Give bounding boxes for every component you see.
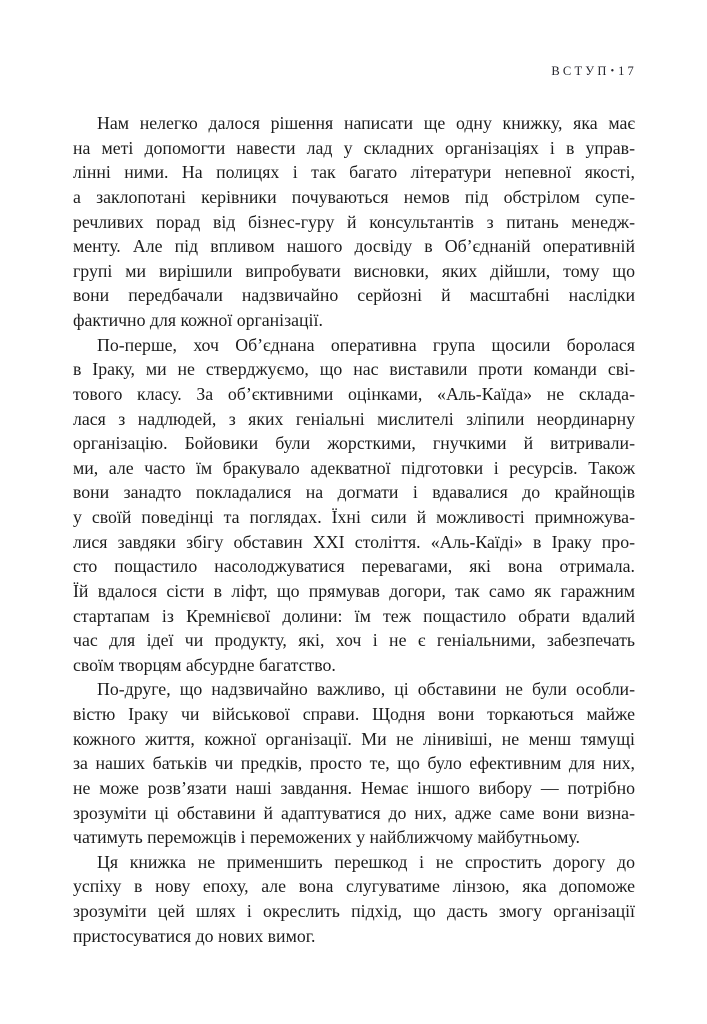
text-line: Ця книжка не применшить перешкод і не спростить дорогу до xyxy=(97,851,635,872)
text-line: По-перше, хоч Об’єднана оперативна група щосили боролася xyxy=(97,334,635,355)
text-line: вони занадто покладалися на догмати і вдавалися до крайнощів xyxy=(73,482,635,503)
text-line: організацію. Бойовики були жорсткими, гнучкими й витривали- xyxy=(73,433,635,454)
text-line: чатимуть переможців і переможених у найближчому майбутньому. xyxy=(73,827,580,848)
text-line: не може розв’язати наші завдання. Немає іншого вибору — потрібно xyxy=(73,777,635,798)
header-separator: • xyxy=(610,66,615,77)
text-line: Нам нелегко далося рішення написати ще одну книжку, яка має xyxy=(97,113,635,133)
text-line: тового класу. За об’єктивними оцінками, «Аль-Каїда» не склада- xyxy=(73,383,635,404)
text-line: речливих порад від бізнес-гуру й консультантів з питань менедж- xyxy=(73,211,635,232)
text-line: вони передбачали надзвичайно серйозні й масштабні наслідки xyxy=(73,285,635,306)
text-line: пристосуватися до нових вимог. xyxy=(73,925,316,946)
text-line: зрозуміти ці обставини й адаптуватися до них, адже саме вони визна- xyxy=(73,802,635,823)
text-line: По-друге, що надзвичайно важливо, ці обставини не були особли- xyxy=(97,679,635,700)
text-line: стартапам із Кремнієвої долини: їм теж пощастило обрати вдалий xyxy=(73,605,635,626)
text-line: час для ідеї чи продукту, які, хоч і не є геніальними, забезпечать xyxy=(73,630,635,651)
text-line: на меті допомогти навести лад у складних організаціях і в управ- xyxy=(73,137,635,158)
text-line: успіху в нову епоху, але вона слугуватиме лінзою, яка допоможе xyxy=(73,876,635,897)
text-line: фактично для кожної організації. xyxy=(73,310,323,330)
text-block xyxy=(73,111,635,948)
text-line: Їй вдалося сісти в ліфт, що прямував догори, так само як гаражним xyxy=(73,580,635,601)
paragraph xyxy=(73,333,635,678)
text-line: у своїй поведінці та поглядах. Їхні сили й можливості примножува- xyxy=(73,507,635,527)
text-line: а заклопотані керівники почуваються немов під обстрілом супе- xyxy=(73,186,635,207)
section-title: ВСТУП xyxy=(551,64,610,78)
page-number: 17 xyxy=(618,64,637,78)
paragraph xyxy=(73,111,635,333)
paragraph xyxy=(73,850,635,949)
text-line: в Іраку, ми не стверджуємо, що нас виставили проти команди сві- xyxy=(73,359,635,380)
text-line: своїм творцям абсурдне багатство. xyxy=(73,654,336,675)
text-line: менту. Але під впливом нашого досвіду в Об’єднаній оперативній xyxy=(73,236,635,257)
text-line: групі ми вирішили випробувати висновки, яких дійшли, тому що xyxy=(73,260,635,281)
running-head xyxy=(551,64,637,79)
paragraph xyxy=(73,677,635,849)
text-line: зрозуміти цей шлях і окреслить підхід, що дасть змогу організації xyxy=(73,901,635,921)
text-line: лися завдяки збігу обставин XXI століття. «Аль-Каїді» в Іраку про- xyxy=(73,531,635,552)
text-line: лася з надлюдей, з яких геніальні мислителі зліпили неординарну xyxy=(73,408,635,429)
text-line: сто пощастило насолоджуватися перевагами, які вона отримала. xyxy=(73,556,635,577)
text-line: лінні ними. На полицях і так багато літератури непевної якості, xyxy=(73,162,635,183)
text-line: вістю Іраку чи військової справи. Щодня вони торкаються майже xyxy=(73,704,635,724)
text-line: ми, але часто їм бракувало адекватної підготовки і ресурсів. Також xyxy=(73,457,635,478)
text-line: за наших батьків чи предків, просто те, що було ефективним для них, xyxy=(73,753,635,774)
text-line: кожного життя, кожної організації. Ми не лінивіші, не менш тямущі xyxy=(73,728,635,749)
